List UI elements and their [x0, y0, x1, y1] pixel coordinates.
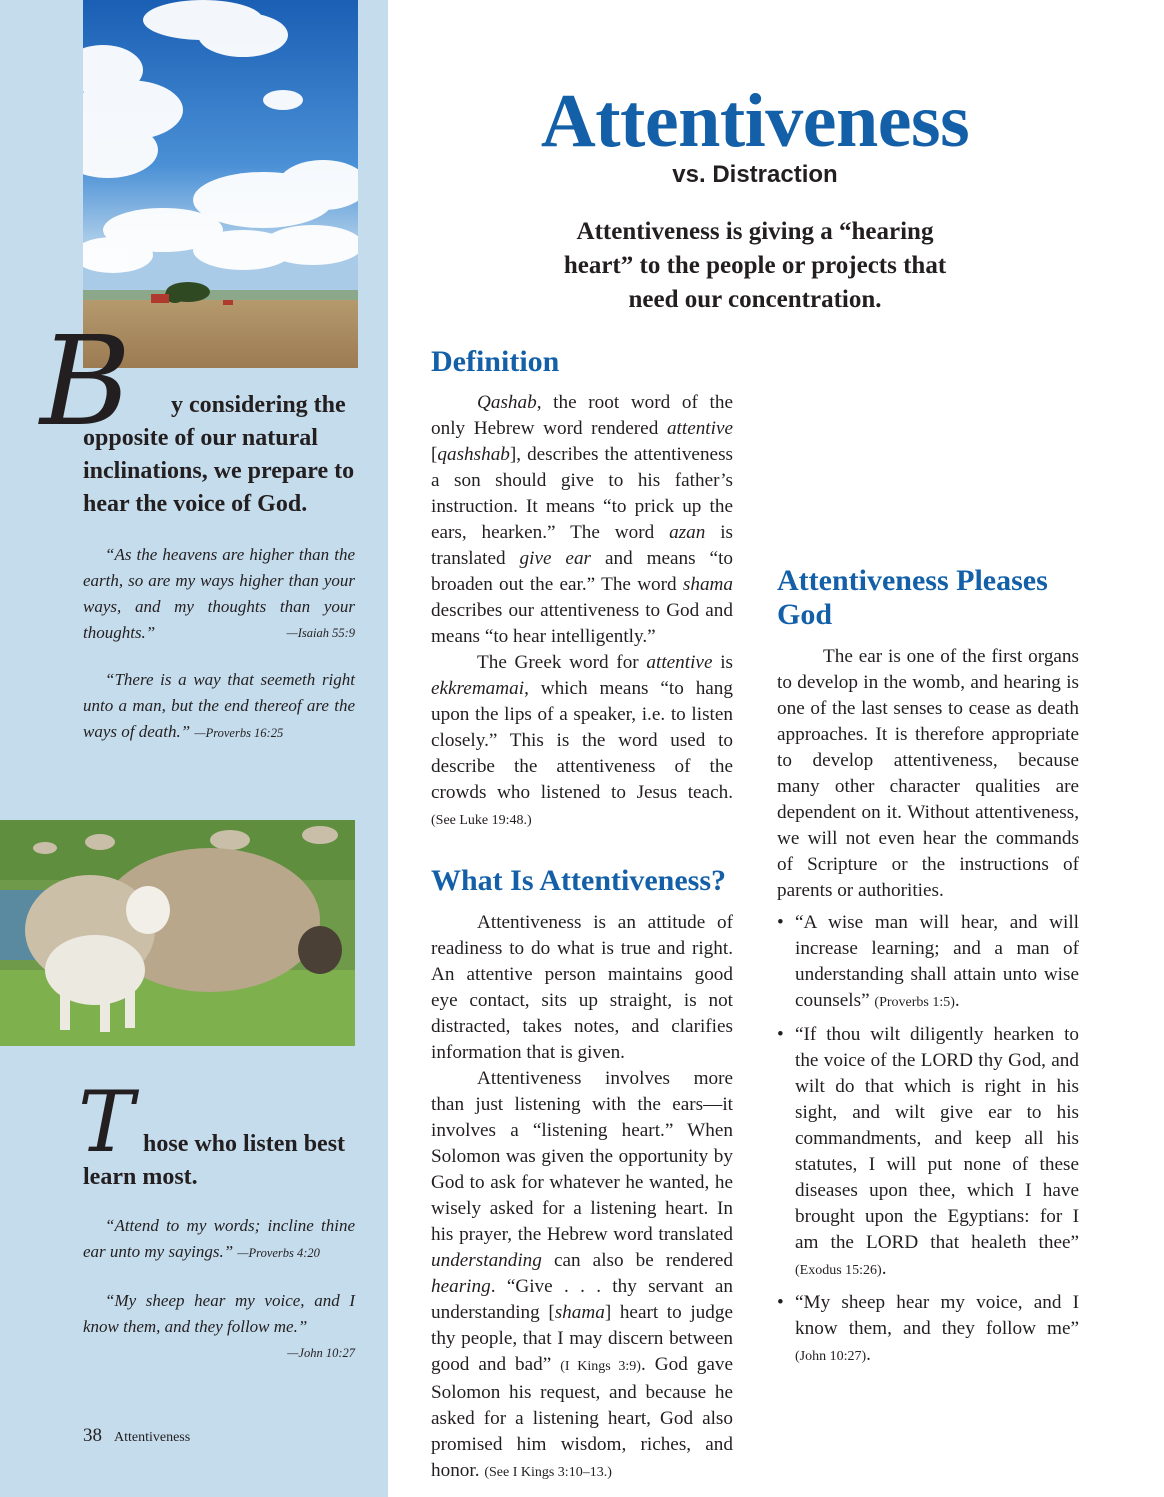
reference: (I Kings 3:9): [560, 1359, 641, 1374]
term: understanding: [431, 1250, 542, 1271]
reference: (See I Kings 3:10–13.): [484, 1465, 612, 1480]
text: is translated: [431, 522, 733, 569]
section-label: Attentiveness: [114, 1430, 191, 1445]
scripture-quote-isaiah: [83, 542, 355, 646]
text: The Greek word for: [477, 652, 647, 673]
reference: (Exodus 15:26): [795, 1263, 882, 1278]
drop-cap-t: T: [78, 1073, 135, 1171]
reference: (Proverbs 1:5): [874, 995, 955, 1010]
term: give ear: [519, 548, 592, 569]
scripture-quote-proverbs-4: [83, 1213, 355, 1266]
text: . God gave Solomon his request, and because he asked for a listening heart, God also promised him wisdom, riches, and honor.: [431, 1354, 733, 1481]
pleases-paragraph-1: The ear is one of the first organs to develop in the womb, and hearing is one of the last senses to cease as death approaches. It is therefore appropriate to develop attentiveness, because many other character qualities are dependent on it. Without attentiveness, we will not even hear the commands of Scripture or the instructions of parents or authorities.: [777, 646, 1079, 901]
definition-paragraph-1: [431, 390, 733, 650]
drop-cap-b: B: [40, 310, 132, 454]
page-footer: [83, 1425, 190, 1447]
reference: (John 10:27): [795, 1349, 867, 1364]
what-is-paragraph-2: [431, 1066, 733, 1486]
term: shama: [682, 574, 733, 595]
term: attentive: [666, 418, 733, 439]
pull-quote-2-text: hose who listen best learn most.: [83, 1131, 346, 1190]
text: [: [431, 444, 438, 465]
term: Qashab: [477, 392, 537, 413]
page-title: Attentiveness: [540, 79, 970, 163]
quote-text: “As the heavens are higher than the earth, so are my ways higher than your ways, and my thoughts than your thoughts.”: [83, 545, 355, 642]
list-item: • “A wise man will hear, and will increase learning; and a man of understanding shall attain unto wise counsels” (Proverbs 1:5).: [777, 912, 1079, 1011]
bullet-icon: •: [777, 1292, 784, 1313]
bullet-icon: •: [777, 1024, 784, 1045]
bullet-text: “A wise man will hear, and will increase learning; and a man of understanding shall attain unto wise counsels”: [795, 912, 1079, 1011]
list-item: • “My sheep hear my voice, and I know them, and they follow me” (John 10:27).: [777, 1292, 1079, 1365]
term: qashshab: [437, 444, 510, 465]
column-right: [777, 346, 1079, 1376]
text: ], describes the attentiveness a son should give to his father’s instruction. It means “to prick up the ears, hearken.” The word: [431, 444, 733, 543]
pull-quote-1: [83, 389, 363, 521]
text: , the root word of the only Hebrew word rendered: [431, 392, 733, 439]
list-item: • “If thou wilt diligently hearken to the voice of the LORD thy God, and wilt do that which is right in his sight, and wilt give ear to his commandments, and keep all his statutes, I will put none of these diseases upon thee, which I have brought upon the Egyptians: for I am the LORD that healeth thee” (Exodus 15:26).: [777, 1024, 1079, 1279]
quote-text: “Attend to my words; incline thine ear unto my sayings.”: [83, 1216, 355, 1261]
term: ekkremamai: [431, 678, 525, 699]
bullet-icon: •: [777, 912, 784, 933]
reference: (See Luke 19:48.): [431, 813, 532, 828]
quote-text: “There is a way that seemeth right unto a man, but the end thereof are the ways of death.”: [83, 670, 355, 741]
bullet-text: “My sheep hear my voice, and I know them, and they follow me”: [795, 1292, 1079, 1339]
quote-citation: —Isaiah 55:9: [286, 626, 355, 640]
bullet-text: “If thou wilt diligently hearken to the voice of the LORD thy God, and wilt do that which is right in his sight, and wilt give ear to his commandments, and keep all his statutes, I will put none of these diseases upon thee, which I have brought upon the Egyptians: for I am the LORD that healeth thee”: [795, 1024, 1079, 1253]
text: can also be rendered: [541, 1250, 733, 1271]
page-number: 38: [83, 1425, 102, 1446]
heading-pleases-god: Attentiveness Pleases God: [777, 564, 1048, 631]
heading-definition: Definition: [431, 345, 560, 378]
quote-text: “My sheep hear my voice, and I know them, and they follow me.”: [83, 1291, 355, 1336]
what-is-paragraph-1: Attentiveness is an attitude of readiness to do what is true and right. An attentive person maintains good eye contact, sits up straight, is not distracted, takes notes, and clarifies information that is given.: [431, 912, 733, 1063]
text: , which means “to hang upon the lips of a speaker, i.e. to listen closely.” This is the word used to describe the attentiveness of the crowds who listened to Jesus teach.: [431, 678, 733, 803]
term: hearing: [431, 1276, 491, 1297]
definition-paragraph-2: [431, 650, 733, 834]
sheep-illustration: [0, 820, 355, 1046]
sheep-photo: [0, 820, 355, 1046]
column-left: [431, 345, 733, 1486]
scripture-quote-john: [83, 1288, 355, 1366]
page-subtitle: vs. Distraction: [672, 161, 838, 188]
pull-quote-2: [83, 1128, 363, 1194]
quote-citation: —John 10:27: [287, 1346, 355, 1360]
heading-what-is: What Is Attentiveness?: [431, 864, 727, 897]
text: . “Give . . . thy servant an understanding [: [431, 1276, 733, 1323]
term: attentive: [646, 652, 713, 673]
quote-citation: —Proverbs 16:25: [194, 726, 284, 740]
scripture-bullet-list: [777, 910, 1079, 1370]
scripture-quote-proverbs-16: [83, 667, 355, 746]
text: ] heart to judge thy people, that I may discern between good and bad”: [431, 1302, 733, 1375]
term: azan: [669, 522, 706, 543]
text: is: [712, 652, 733, 673]
text: and means “to broaden out the ear.” The word: [431, 548, 733, 595]
term: shama: [554, 1302, 605, 1323]
text: Attentiveness involves more than just listening with the ears—it involves a “listening heart.” When Solomon was given the opportunity by God to ask for whatever he wanted, he wisely asked for a listening heart. In his prayer, the Hebrew word translated: [431, 1068, 733, 1245]
pull-quote-1-text: y considering the opposite of our natural inclinations, we prepare to hear the voice of God.: [83, 392, 355, 517]
quote-citation: —Proverbs 4:20: [237, 1246, 320, 1260]
text: describes our attentiveness to God and means “to hear intelligently.”: [431, 600, 733, 647]
intro-statement: Attentiveness is giving a “hearing heart” to the people or projects that need our concentration.: [563, 218, 947, 313]
